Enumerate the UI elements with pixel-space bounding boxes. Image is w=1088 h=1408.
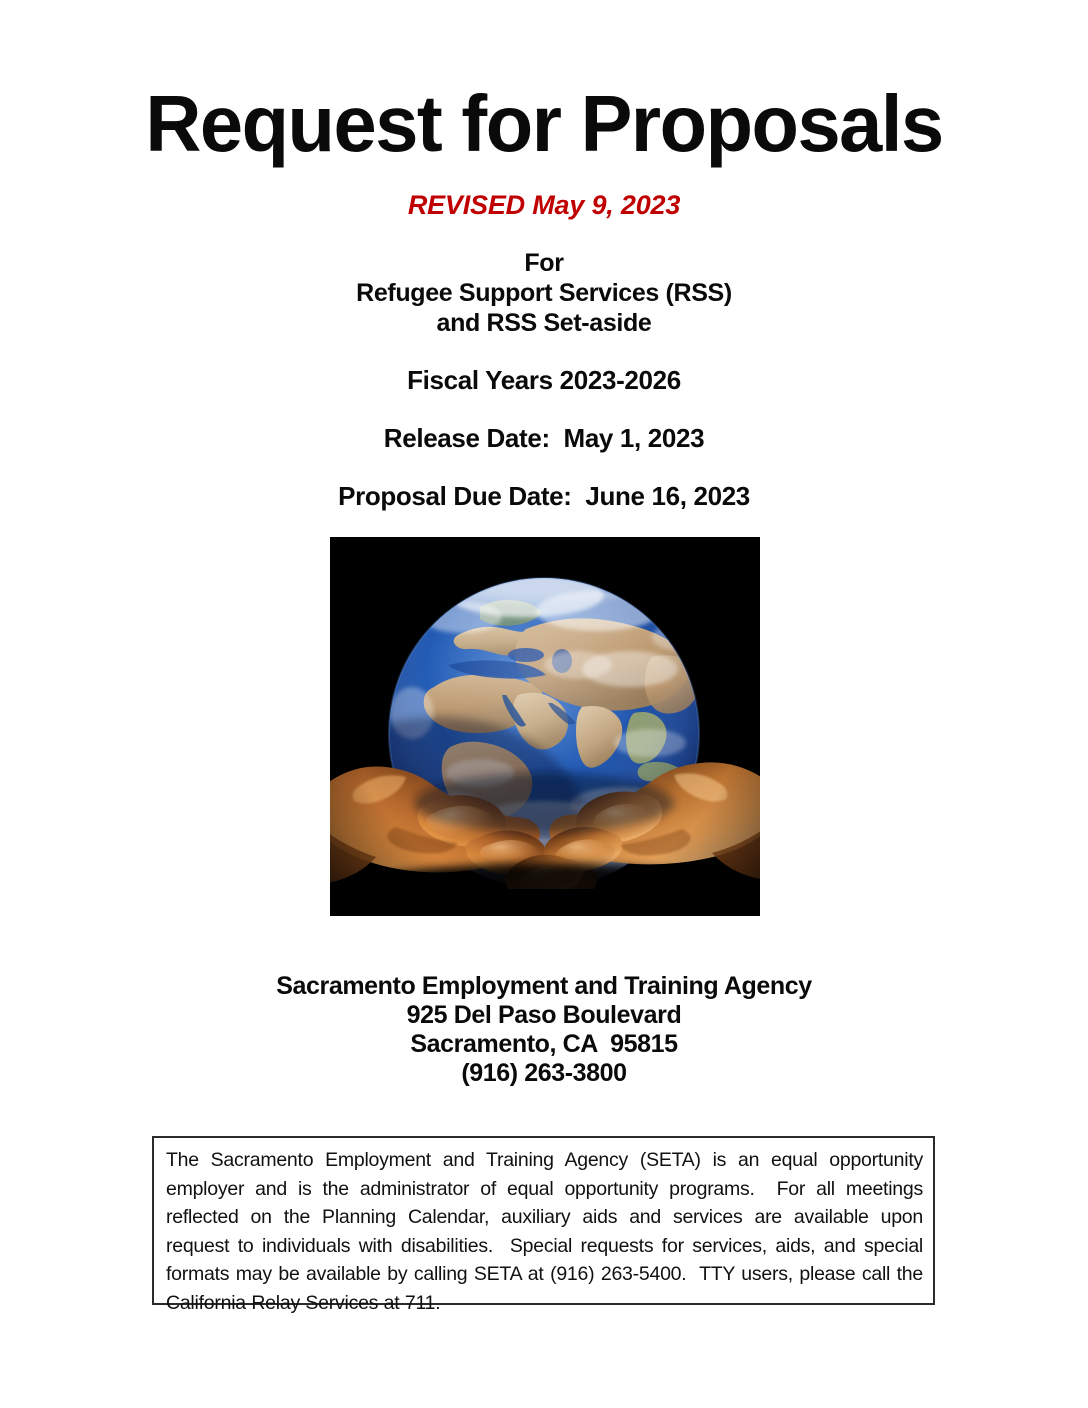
- notice-line-6: California Relay Services at 711.: [166, 1291, 441, 1314]
- agency-name: Sacramento Employment and Training Agency: [276, 972, 812, 1000]
- proposal-due-date: Proposal Due Date: June 16, 2023: [338, 481, 750, 511]
- notice-line-4: request to individuals with disabilities. Special requests for services, aids, and special: [166, 1234, 923, 1257]
- notice-line-1: The Sacramento Employment and Training Agency (SETA) is an equal opportunity: [166, 1149, 923, 1171]
- cover-heading-block: [0, 248, 1088, 512]
- agency-address-block: [0, 972, 1088, 1088]
- equal-opportunity-notice-text: [166, 1146, 923, 1318]
- agency-street: 925 Del Paso Boulevard: [406, 1001, 682, 1029]
- spacer: [0, 454, 1088, 480]
- spacer: [0, 338, 1088, 364]
- fiscal-years: Fiscal Years 2023-2026: [407, 365, 681, 395]
- notice-line-3: reflected on the Planning Calendar, auxiliary aids and services are available upon: [166, 1206, 923, 1229]
- hands-holding-earth-illustration: [330, 537, 760, 916]
- page-title: Request for Proposals: [145, 79, 943, 168]
- spacer: [0, 396, 1088, 422]
- cover-image: [330, 537, 760, 916]
- equal-opportunity-notice-box: [152, 1136, 935, 1314]
- notice-line-5: formats may be available by calling SETA at (916) 263-5400. TTY users, please call the: [166, 1263, 923, 1286]
- program-line-1: Refugee Support Services (RSS): [356, 279, 732, 307]
- for-label: For: [524, 249, 564, 277]
- notice-line-2: employer and is the administrator of equal opportunity programs. For all meetings: [166, 1177, 923, 1200]
- program-line-2: and RSS Set-aside: [436, 309, 652, 337]
- agency-phone: (916) 263-3800: [461, 1059, 627, 1087]
- revised-notice: REVISED May 9, 2023: [407, 190, 681, 220]
- agency-city-state-zip: Sacramento, CA 95815: [410, 1030, 678, 1058]
- release-date: Release Date: May 1, 2023: [383, 423, 705, 453]
